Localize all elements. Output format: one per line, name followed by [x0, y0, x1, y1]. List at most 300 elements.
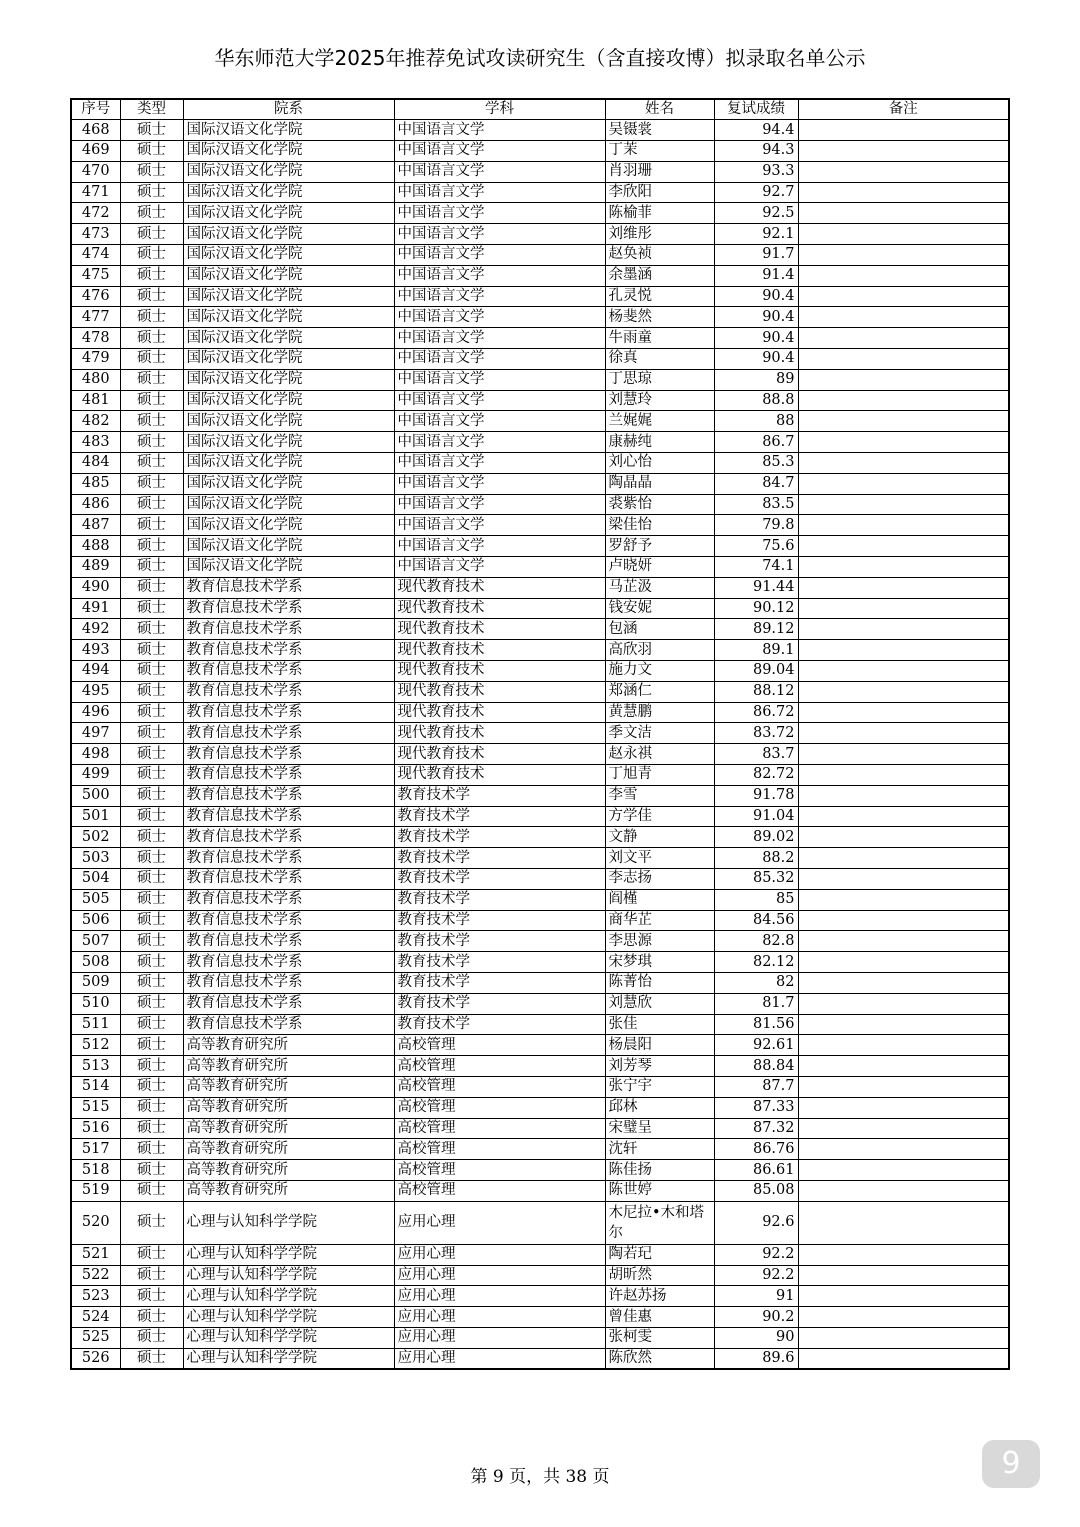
cell-type: 硕士	[120, 1244, 183, 1265]
cell-department: 高等教育研究所	[183, 1097, 394, 1118]
cell-index: 500	[71, 785, 120, 806]
cell-type: 硕士	[120, 889, 183, 910]
cell-index: 494	[71, 661, 120, 682]
cell-department: 国际汉语文化学院	[183, 432, 394, 453]
cell-name: 文静	[605, 827, 714, 848]
cell-name: 陈欣然	[605, 1348, 714, 1369]
cell-score: 88.2	[714, 848, 798, 869]
cell-score: 82.8	[714, 931, 798, 952]
cell-score: 90.2	[714, 1307, 798, 1328]
cell-remarks	[798, 307, 1009, 328]
cell-index: 521	[71, 1244, 120, 1265]
cell-name: 徐真	[605, 349, 714, 370]
table-row	[71, 349, 1009, 370]
cell-score: 74.1	[714, 557, 798, 578]
table-row	[71, 265, 1009, 286]
cell-remarks	[798, 432, 1009, 453]
table-row	[71, 785, 1009, 806]
cell-discipline: 中国语言文学	[394, 369, 605, 390]
cell-score: 83.5	[714, 494, 798, 515]
table-row	[71, 1014, 1009, 1035]
cell-name: 沈轩	[605, 1139, 714, 1160]
cell-department: 国际汉语文化学院	[183, 349, 394, 370]
cell-name: 陈世婷	[605, 1180, 714, 1201]
cell-remarks	[798, 349, 1009, 370]
cell-name: 曾佳惠	[605, 1307, 714, 1328]
cell-score: 92.61	[714, 1035, 798, 1056]
cell-score: 91	[714, 1286, 798, 1307]
cell-score: 90.4	[714, 307, 798, 328]
cell-discipline: 中国语言文学	[394, 349, 605, 370]
cell-index: 516	[71, 1118, 120, 1139]
cell-discipline: 教育技术学	[394, 993, 605, 1014]
cell-name: 刘维彤	[605, 224, 714, 245]
cell-discipline: 教育技术学	[394, 827, 605, 848]
cell-index: 507	[71, 931, 120, 952]
cell-index: 492	[71, 619, 120, 640]
table-row	[71, 910, 1009, 931]
cell-department: 国际汉语文化学院	[183, 411, 394, 432]
cell-score: 91.7	[714, 245, 798, 266]
cell-type: 硕士	[120, 453, 183, 474]
cell-score: 93.3	[714, 161, 798, 182]
cell-remarks	[798, 1201, 1009, 1244]
cell-remarks	[798, 931, 1009, 952]
cell-score: 92.6	[714, 1201, 798, 1244]
header-type: 类型	[120, 99, 183, 120]
cell-score: 89.04	[714, 661, 798, 682]
cell-name: 张佳	[605, 1014, 714, 1035]
cell-name: 兰娓娓	[605, 411, 714, 432]
table-row	[71, 473, 1009, 494]
cell-name: 刘芳琴	[605, 1056, 714, 1077]
cell-discipline: 现代教育技术	[394, 723, 605, 744]
table-row	[71, 203, 1009, 224]
page-title: 华东师范大学2025年推荐免试攻读研究生（含直接攻博）拟录取名单公示	[214, 46, 866, 70]
cell-type: 硕士	[120, 1160, 183, 1181]
cell-department: 国际汉语文化学院	[183, 515, 394, 536]
cell-index: 505	[71, 889, 120, 910]
cell-type: 硕士	[120, 515, 183, 536]
cell-index: 495	[71, 681, 120, 702]
cell-remarks	[798, 141, 1009, 162]
cell-remarks	[798, 390, 1009, 411]
cell-discipline: 教育技术学	[394, 889, 605, 910]
cell-name: 宋梦琪	[605, 952, 714, 973]
table-row	[71, 1286, 1009, 1307]
cell-department: 教育信息技术学系	[183, 848, 394, 869]
cell-discipline: 现代教育技术	[394, 765, 605, 786]
cell-name: 李欣阳	[605, 182, 714, 203]
cell-discipline: 应用心理	[394, 1201, 605, 1244]
table-row	[71, 141, 1009, 162]
table-row	[71, 972, 1009, 993]
cell-type: 硕士	[120, 473, 183, 494]
cell-score: 87.7	[714, 1076, 798, 1097]
cell-type: 硕士	[120, 1307, 183, 1328]
cell-remarks	[798, 1139, 1009, 1160]
cell-index: 476	[71, 286, 120, 307]
cell-name: 刘慧欣	[605, 993, 714, 1014]
cell-department: 国际汉语文化学院	[183, 390, 394, 411]
cell-remarks	[798, 1307, 1009, 1328]
cell-type: 硕士	[120, 1014, 183, 1035]
cell-name: 刘慧玲	[605, 390, 714, 411]
table-row	[71, 619, 1009, 640]
cell-department: 国际汉语文化学院	[183, 286, 394, 307]
cell-remarks	[798, 868, 1009, 889]
cell-score: 81.7	[714, 993, 798, 1014]
cell-name: 丁旭青	[605, 765, 714, 786]
cell-index: 482	[71, 411, 120, 432]
cell-index: 525	[71, 1327, 120, 1348]
admission-table	[70, 98, 1010, 1370]
cell-index: 477	[71, 307, 120, 328]
cell-department: 国际汉语文化学院	[183, 203, 394, 224]
cell-score: 91.78	[714, 785, 798, 806]
cell-discipline: 现代教育技术	[394, 681, 605, 702]
cell-score: 81.56	[714, 1014, 798, 1035]
cell-name: 商华芷	[605, 910, 714, 931]
header-remarks: 备注	[798, 99, 1009, 120]
cell-discipline: 中国语言文学	[394, 453, 605, 474]
cell-name: 郑涵仁	[605, 681, 714, 702]
cell-remarks	[798, 681, 1009, 702]
cell-department: 国际汉语文化学院	[183, 265, 394, 286]
table-row	[71, 224, 1009, 245]
cell-department: 国际汉语文化学院	[183, 536, 394, 557]
cell-department: 高等教育研究所	[183, 1035, 394, 1056]
page-number-badge: 9	[982, 1440, 1040, 1488]
cell-name: 张宁宇	[605, 1076, 714, 1097]
cell-department: 心理与认知科学学院	[183, 1286, 394, 1307]
cell-department: 教育信息技术学系	[183, 723, 394, 744]
cell-discipline: 中国语言文学	[394, 265, 605, 286]
cell-type: 硕士	[120, 640, 183, 661]
cell-name: 刘文平	[605, 848, 714, 869]
cell-remarks	[798, 411, 1009, 432]
cell-score: 89	[714, 369, 798, 390]
cell-name: 季文洁	[605, 723, 714, 744]
cell-type: 硕士	[120, 910, 183, 931]
cell-type: 硕士	[120, 952, 183, 973]
cell-discipline: 中国语言文学	[394, 390, 605, 411]
cell-department: 教育信息技术学系	[183, 619, 394, 640]
cell-discipline: 现代教育技术	[394, 702, 605, 723]
cell-name: 木尼拉•木和塔尔	[605, 1201, 714, 1244]
cell-score: 90.4	[714, 349, 798, 370]
table-row	[71, 661, 1009, 682]
cell-discipline: 高校管理	[394, 1180, 605, 1201]
cell-type: 硕士	[120, 827, 183, 848]
cell-index: 512	[71, 1035, 120, 1056]
cell-remarks	[798, 557, 1009, 578]
cell-department: 心理与认知科学学院	[183, 1348, 394, 1369]
cell-remarks	[798, 785, 1009, 806]
cell-discipline: 中国语言文学	[394, 515, 605, 536]
cell-name: 杨斐然	[605, 307, 714, 328]
table-row	[71, 286, 1009, 307]
cell-index: 517	[71, 1139, 120, 1160]
cell-discipline: 教育技术学	[394, 1014, 605, 1035]
cell-type: 硕士	[120, 203, 183, 224]
cell-type: 硕士	[120, 1286, 183, 1307]
cell-remarks	[798, 494, 1009, 515]
cell-index: 471	[71, 182, 120, 203]
cell-name: 肖羽珊	[605, 161, 714, 182]
cell-department: 教育信息技术学系	[183, 744, 394, 765]
table-row	[71, 806, 1009, 827]
cell-name: 钱安妮	[605, 598, 714, 619]
table-row	[71, 1265, 1009, 1286]
cell-index: 515	[71, 1097, 120, 1118]
cell-type: 硕士	[120, 577, 183, 598]
cell-name: 刘心怡	[605, 453, 714, 474]
cell-name: 许赵苏扬	[605, 1286, 714, 1307]
table-body	[71, 120, 1009, 1369]
cell-type: 硕士	[120, 1201, 183, 1244]
cell-remarks	[798, 889, 1009, 910]
cell-department: 教育信息技术学系	[183, 972, 394, 993]
cell-score: 89.1	[714, 640, 798, 661]
cell-department: 教育信息技术学系	[183, 765, 394, 786]
cell-remarks	[798, 1286, 1009, 1307]
cell-score: 88.84	[714, 1056, 798, 1077]
table-row	[71, 827, 1009, 848]
cell-type: 硕士	[120, 598, 183, 619]
cell-type: 硕士	[120, 411, 183, 432]
cell-discipline: 教育技术学	[394, 972, 605, 993]
cell-department: 高等教育研究所	[183, 1056, 394, 1077]
cell-index: 503	[71, 848, 120, 869]
cell-index: 506	[71, 910, 120, 931]
cell-score: 92.2	[714, 1265, 798, 1286]
cell-score: 87.32	[714, 1118, 798, 1139]
header-department: 院系	[183, 99, 394, 120]
cell-remarks	[798, 224, 1009, 245]
cell-remarks	[798, 598, 1009, 619]
cell-type: 硕士	[120, 432, 183, 453]
cell-name: 马芷汲	[605, 577, 714, 598]
cell-type: 硕士	[120, 141, 183, 162]
cell-name: 宋璧呈	[605, 1118, 714, 1139]
cell-name: 赵永祺	[605, 744, 714, 765]
cell-index: 510	[71, 993, 120, 1014]
table-row	[71, 1097, 1009, 1118]
cell-name: 高欣羽	[605, 640, 714, 661]
cell-score: 88.8	[714, 390, 798, 411]
cell-discipline: 应用心理	[394, 1286, 605, 1307]
cell-name: 李志扬	[605, 868, 714, 889]
cell-remarks	[798, 1014, 1009, 1035]
cell-score: 88.12	[714, 681, 798, 702]
cell-department: 国际汉语文化学院	[183, 245, 394, 266]
cell-index: 488	[71, 536, 120, 557]
table-row	[71, 307, 1009, 328]
cell-type: 硕士	[120, 1348, 183, 1369]
table-row	[71, 765, 1009, 786]
cell-department: 高等教育研究所	[183, 1118, 394, 1139]
cell-type: 硕士	[120, 328, 183, 349]
cell-department: 国际汉语文化学院	[183, 141, 394, 162]
cell-department: 教育信息技术学系	[183, 640, 394, 661]
cell-type: 硕士	[120, 972, 183, 993]
cell-remarks	[798, 473, 1009, 494]
cell-remarks	[798, 453, 1009, 474]
cell-department: 国际汉语文化学院	[183, 120, 394, 141]
table-row	[71, 744, 1009, 765]
cell-name: 陈榆菲	[605, 203, 714, 224]
cell-discipline: 中国语言文学	[394, 473, 605, 494]
cell-discipline: 应用心理	[394, 1265, 605, 1286]
cell-discipline: 中国语言文学	[394, 120, 605, 141]
cell-remarks	[798, 1097, 1009, 1118]
cell-name: 包涵	[605, 619, 714, 640]
cell-remarks	[798, 1076, 1009, 1097]
cell-remarks	[798, 328, 1009, 349]
cell-score: 91.04	[714, 806, 798, 827]
cell-name: 罗舒予	[605, 536, 714, 557]
cell-discipline: 现代教育技术	[394, 661, 605, 682]
cell-name: 丁思琼	[605, 369, 714, 390]
cell-name: 阎槿	[605, 889, 714, 910]
cell-department: 心理与认知科学学院	[183, 1265, 394, 1286]
cell-type: 硕士	[120, 286, 183, 307]
table-row	[71, 848, 1009, 869]
cell-type: 硕士	[120, 369, 183, 390]
cell-index: 489	[71, 557, 120, 578]
cell-department: 国际汉语文化学院	[183, 161, 394, 182]
cell-score: 83.72	[714, 723, 798, 744]
cell-department: 教育信息技术学系	[183, 827, 394, 848]
cell-score: 86.76	[714, 1139, 798, 1160]
cell-type: 硕士	[120, 245, 183, 266]
cell-department: 国际汉语文化学院	[183, 328, 394, 349]
cell-type: 硕士	[120, 1118, 183, 1139]
cell-discipline: 高校管理	[394, 1076, 605, 1097]
table-row	[71, 577, 1009, 598]
table-row	[71, 1180, 1009, 1201]
cell-remarks	[798, 827, 1009, 848]
cell-remarks	[798, 120, 1009, 141]
cell-department: 高等教育研究所	[183, 1160, 394, 1181]
cell-remarks	[798, 952, 1009, 973]
cell-department: 国际汉语文化学院	[183, 494, 394, 515]
table-row	[71, 1139, 1009, 1160]
table-row	[71, 952, 1009, 973]
table-row	[71, 868, 1009, 889]
cell-index: 487	[71, 515, 120, 536]
cell-remarks	[798, 619, 1009, 640]
cell-department: 国际汉语文化学院	[183, 473, 394, 494]
cell-remarks	[798, 515, 1009, 536]
cell-score: 91.44	[714, 577, 798, 598]
cell-score: 88	[714, 411, 798, 432]
cell-type: 硕士	[120, 390, 183, 411]
cell-type: 硕士	[120, 557, 183, 578]
table-row	[71, 120, 1009, 141]
cell-remarks	[798, 702, 1009, 723]
cell-index: 472	[71, 203, 120, 224]
cell-index: 520	[71, 1201, 120, 1244]
cell-department: 教育信息技术学系	[183, 661, 394, 682]
cell-department: 心理与认知科学学院	[183, 1307, 394, 1328]
cell-remarks	[798, 286, 1009, 307]
cell-discipline: 中国语言文学	[394, 286, 605, 307]
cell-name: 丁茉	[605, 141, 714, 162]
cell-score: 89.12	[714, 619, 798, 640]
cell-type: 硕士	[120, 1327, 183, 1348]
cell-type: 硕士	[120, 120, 183, 141]
cell-index: 490	[71, 577, 120, 598]
cell-discipline: 现代教育技术	[394, 577, 605, 598]
cell-score: 79.8	[714, 515, 798, 536]
cell-name: 李思源	[605, 931, 714, 952]
cell-type: 硕士	[120, 785, 183, 806]
page-footer: 第 9 页，共 38 页	[470, 1467, 610, 1487]
cell-score: 92.7	[714, 182, 798, 203]
cell-department: 教育信息技术学系	[183, 806, 394, 827]
table-row	[71, 931, 1009, 952]
cell-discipline: 高校管理	[394, 1097, 605, 1118]
table-row	[71, 432, 1009, 453]
cell-index: 493	[71, 640, 120, 661]
header-discipline: 学科	[394, 99, 605, 120]
cell-remarks	[798, 848, 1009, 869]
cell-discipline: 高校管理	[394, 1035, 605, 1056]
cell-type: 硕士	[120, 702, 183, 723]
cell-discipline: 高校管理	[394, 1139, 605, 1160]
table-row	[71, 557, 1009, 578]
cell-discipline: 教育技术学	[394, 931, 605, 952]
cell-type: 硕士	[120, 765, 183, 786]
cell-score: 75.6	[714, 536, 798, 557]
cell-score: 89.02	[714, 827, 798, 848]
cell-department: 教育信息技术学系	[183, 910, 394, 931]
cell-type: 硕士	[120, 349, 183, 370]
cell-name: 卢晓妍	[605, 557, 714, 578]
table-row	[71, 1244, 1009, 1265]
cell-index: 511	[71, 1014, 120, 1035]
cell-score: 92.1	[714, 224, 798, 245]
cell-remarks	[798, 765, 1009, 786]
cell-discipline: 现代教育技术	[394, 640, 605, 661]
table-row	[71, 369, 1009, 390]
cell-score: 82.72	[714, 765, 798, 786]
cell-name: 胡昕然	[605, 1265, 714, 1286]
cell-index: 497	[71, 723, 120, 744]
cell-department: 高等教育研究所	[183, 1180, 394, 1201]
cell-discipline: 教育技术学	[394, 910, 605, 931]
table-row	[71, 889, 1009, 910]
cell-discipline: 高校管理	[394, 1160, 605, 1181]
cell-index: 504	[71, 868, 120, 889]
cell-score: 92.2	[714, 1244, 798, 1265]
table-row	[71, 1118, 1009, 1139]
cell-name: 杨晨阳	[605, 1035, 714, 1056]
cell-index: 480	[71, 369, 120, 390]
cell-type: 硕士	[120, 1265, 183, 1286]
cell-discipline: 教育技术学	[394, 952, 605, 973]
cell-name: 施力文	[605, 661, 714, 682]
cell-index: 469	[71, 141, 120, 162]
cell-score: 85.08	[714, 1180, 798, 1201]
cell-index: 475	[71, 265, 120, 286]
cell-remarks	[798, 1244, 1009, 1265]
cell-type: 硕士	[120, 1139, 183, 1160]
cell-department: 国际汉语文化学院	[183, 453, 394, 474]
cell-remarks	[798, 744, 1009, 765]
